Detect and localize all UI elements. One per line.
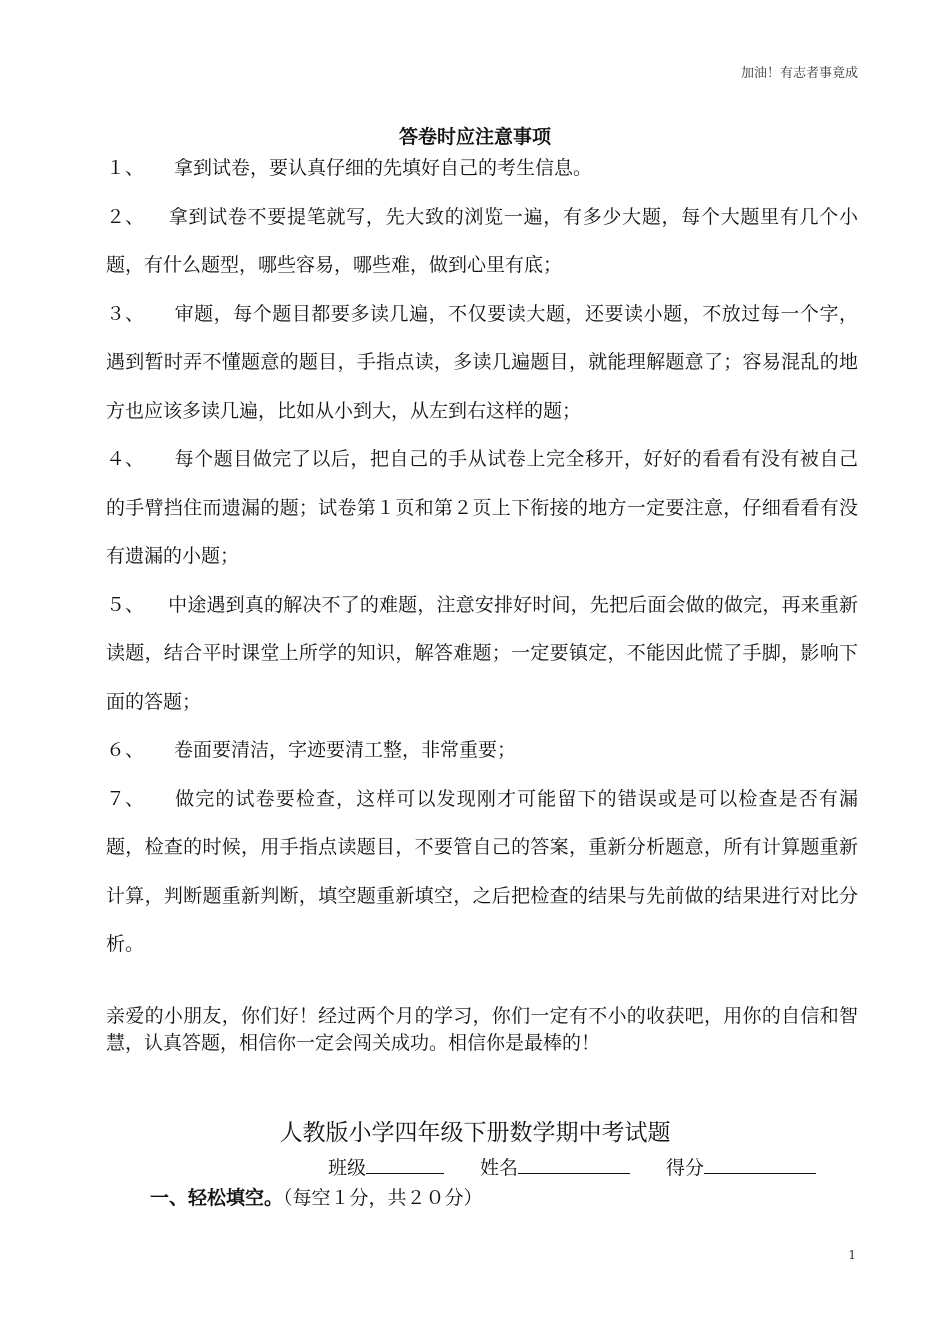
notice-text: 中途遇到真的解决不了的难题，注意安排好时间，先把后面会做的做完，再来重新读题，结合平时课堂上所学的知识，解答难题；一定要镇定，不能因此慌了手脚，影响下面的答题； <box>106 593 858 713</box>
notice-item-1 <box>106 144 858 193</box>
score-label: 得分 <box>666 1157 705 1179</box>
notice-number: ６、 <box>106 739 145 761</box>
notice-text: 做完的试卷要检查，这样可以发现刚才可能留下的错误或是可以检查是否有漏题，检查的时候，用手指点读题目，不要管自己的答案，重新分析题意，所有计算题重新计算，判断题重新判断，填空题重新填空，之后把检查的结果与先前做的结果进行对比分析。 <box>106 787 858 955</box>
score-blank[interactable] <box>704 1153 816 1174</box>
class-label: 班级 <box>328 1157 367 1179</box>
name-blank[interactable] <box>518 1153 630 1174</box>
notice-list <box>106 144 858 969</box>
notice-item-2 <box>106 193 858 290</box>
exam-title: 人教版小学四年级下册数学期中考试题 <box>279 1120 671 1146</box>
notice-number: ７、 <box>106 787 145 810</box>
notice-number: ５、 <box>106 593 145 616</box>
notice-text: 每个题目做完了以后，把自己的手从试卷上完全移开，好好的看看有没有被自己的手臂挡住而遗漏的题；试卷第１页和第２页上下衔接的地方一定要注意，仔细看看有没有遗漏的小题； <box>106 448 858 567</box>
notice-item-4 <box>106 435 858 581</box>
header-motto: 加油！有志者事竟成 <box>740 66 858 81</box>
notice-number: ３、 <box>106 302 145 325</box>
section-note: （每空１分，共２０分） <box>283 1187 483 1209</box>
encouragement-paragraph: 亲爱的小朋友，你们好！经过两个月的学习，你们一定有不小的收获吧，用你的自信和智慧，认真答题，相信你一定会闯关成功。相信你是最棒的！ <box>106 1005 858 1054</box>
notice-title: 答卷时应注意事项 <box>398 126 551 148</box>
notice-item-6 <box>106 726 858 775</box>
page-number: 1 <box>848 1248 856 1262</box>
notice-item-3 <box>106 290 858 436</box>
notice-number: ２、 <box>106 205 145 228</box>
section-heading <box>150 1183 483 1210</box>
notice-item-5 <box>106 581 858 727</box>
notice-text: 拿到试卷不要提笔就写，先大致的浏览一遍，有多少大题，每个大题里有几个小题，有什么题型，哪些容易，哪些难，做到心里有底； <box>106 205 858 276</box>
student-info-line <box>328 1153 816 1180</box>
notice-text: 审题，每个题目都要多读几遍，不仅要读大题，还要读小题，不放过每一个字，遇到暂时弄不懂题意的题目，手指点读，多读几遍题目，就能理解题意了；容易混乱的地方也应该多读几遍，比如从小到大，从左到右这样的题； <box>106 302 858 422</box>
notice-text: 卷面要清洁，字迹要清工整，非常重要； <box>168 739 517 761</box>
class-blank[interactable] <box>366 1153 444 1174</box>
section-title: 一、轻松填空。 <box>150 1187 284 1209</box>
notice-number: ４、 <box>106 448 145 470</box>
notice-text: 拿到试卷，要认真仔细的先填好自己的考生信息。 <box>168 157 593 179</box>
notice-number: １、 <box>106 157 145 179</box>
notice-item-7 <box>106 775 858 969</box>
name-label: 姓名 <box>480 1157 519 1179</box>
